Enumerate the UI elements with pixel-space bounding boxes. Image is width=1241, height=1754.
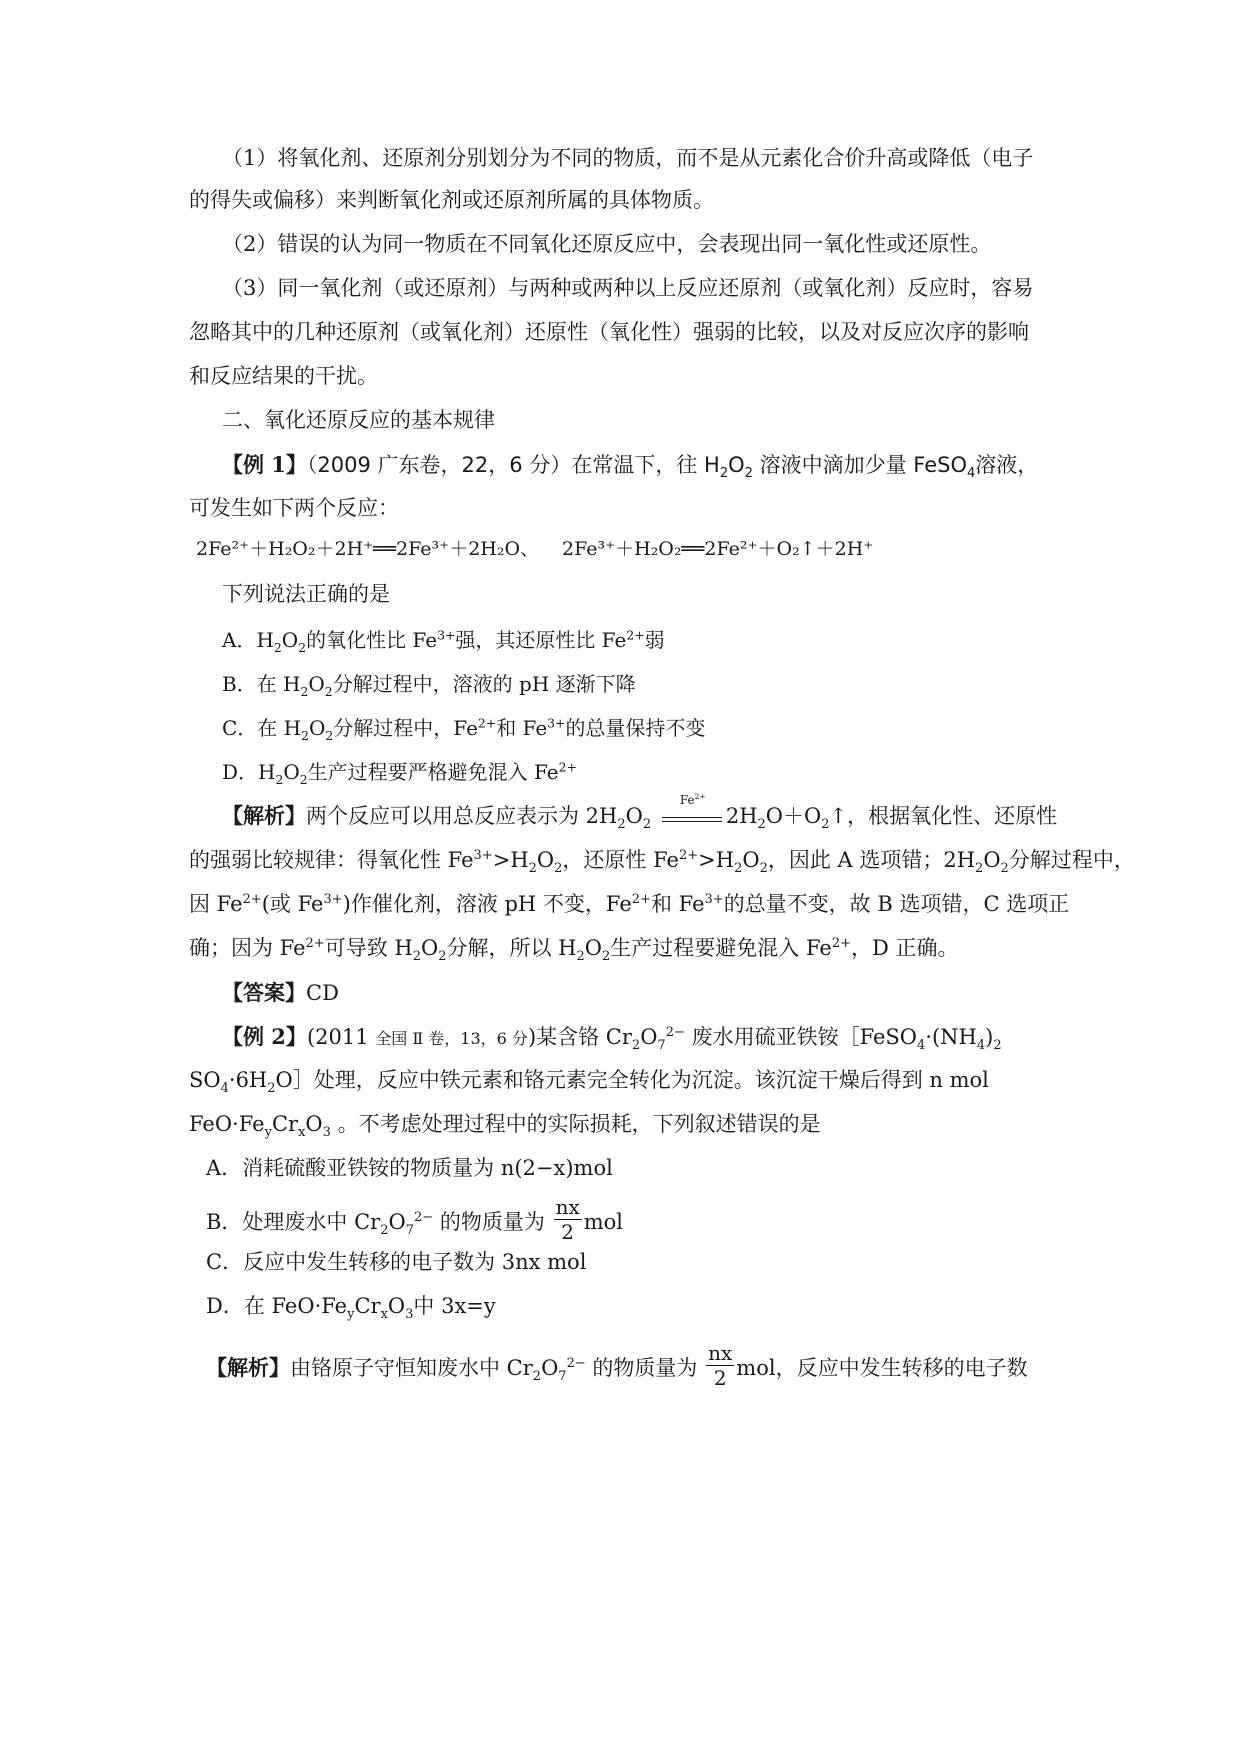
analysis-text: 的强弱比较规律：得氧化性 Fe xyxy=(189,848,474,872)
opt-text: D．在 FeO·Fe xyxy=(206,1294,348,1318)
stem-text: ) xyxy=(985,1025,994,1049)
fraction-denominator: 2 xyxy=(554,1219,582,1243)
stem-text: FeO·Fe xyxy=(189,1112,265,1136)
fraction-numerator: nx xyxy=(708,1341,733,1365)
example-1-source: （2009 广东卷，22，6 分） xyxy=(306,453,572,477)
catalyst-label: Fe xyxy=(679,792,695,807)
answer-1 xyxy=(222,982,339,1004)
opt-text: 和 Fe xyxy=(496,716,548,740)
source-text: (2011 xyxy=(306,1025,376,1049)
option-a: A．$H_2O_2$的氧化性比 $Fe^{3+}$强，其还原性比 $Fe^{2+}$弱 xyxy=(222,627,665,655)
opt-text: A．H xyxy=(222,628,274,652)
analysis-text: 和 Fe xyxy=(650,892,705,916)
opt-text: 分解过程中，溶液的 pH 逐渐下降 xyxy=(332,672,636,696)
opt-text: O xyxy=(387,1294,406,1318)
analysis-1-line-4: 确；因为 $Fe^{2+}$可导致 $H_2O_2$分解，所以 $H_2O_2$生产过程要避免混入 $Fe^{2+}$，D 正确。 xyxy=(189,936,959,965)
note-3-line-3: 和反应结果的干扰。 xyxy=(189,364,378,388)
analysis-tag: 【解析】 xyxy=(222,803,306,828)
analysis-text: ↑，根据氧化性、还原性 xyxy=(829,804,1058,828)
analysis-text: >H xyxy=(492,848,529,872)
opt-text: 生产过程要严格避免混入 Fe xyxy=(307,760,559,784)
opt-text: 分解过程中，Fe xyxy=(333,716,478,740)
opt-text: B．处理废水中 Cr xyxy=(206,1210,381,1234)
analysis-text: ，D 正确。 xyxy=(851,936,959,960)
analysis-text: mol，反应中发生转移的电子数 xyxy=(736,1356,1028,1380)
section-2-title: 二、氧化还原反应的基本规律 xyxy=(222,408,495,432)
example-2-option-d: D．在 $FeO\cdot Fe_yCr_xO_3$中 3x=y xyxy=(206,1294,496,1323)
analysis-1-line-3: 因 $Fe^{2+}$(或 $Fe^{3+}$)作催化剂，溶液 pH 不变，$Fe^{2+}$和 $Fe^{3+}$的总量不变，故 B 选项错，C 选项正 xyxy=(189,892,1070,916)
stem-text: Cr xyxy=(271,1112,299,1136)
example-2-option-b: B．处理废水中 $Cr_2O_7^{2-}$ 的物质量为 $\frac{nx}{2}$ mol xyxy=(206,1195,624,1244)
example-1-tag: 【例 1】 xyxy=(222,452,307,477)
opt-text: D．H xyxy=(222,760,276,784)
option-c: C．在 $H_2O_2$分解过程中，$Fe^{2+}$和 $Fe^{3+}$的总量保持不变 xyxy=(222,715,706,743)
stem-text: )某含铬 Cr xyxy=(527,1025,632,1049)
analysis-text: 2H xyxy=(725,804,758,828)
fraction-numerator: nx xyxy=(555,1195,580,1219)
fraction-denominator: 2 xyxy=(706,1365,734,1389)
option-d: D．$H_2O_2$生产过程要严格避免混入 $Fe^{2+}$ xyxy=(222,759,577,787)
example-1-stem xyxy=(222,452,1039,482)
example-2-stem-line-2: $SO_4\cdot 6H_2O]$处理，反应中铁元素和铬元素完全转化为沉淀。该沉淀干燥后得到 n mol xyxy=(189,1068,989,1097)
answer-tag: 【答案】 xyxy=(222,980,306,1005)
analysis-text: 分解过程中， xyxy=(1008,848,1135,872)
analysis-text: 确；因为 Fe xyxy=(189,936,306,960)
analysis-text: 可导致 H xyxy=(324,936,413,960)
analysis-text: )作催化剂，溶液 pH 不变，Fe xyxy=(342,892,632,916)
stem-text: O xyxy=(305,1112,323,1136)
example-2-option-c: C．反应中发生转移的电子数为 3nx mol xyxy=(206,1250,587,1274)
analysis-text: (或 Fe xyxy=(261,892,324,916)
stem-text: 溶液， xyxy=(975,453,1039,477)
source-text: 全国 Ⅱ 卷，13，6 分 xyxy=(375,1029,528,1048)
analysis-text: ，还原性 Fe xyxy=(562,848,679,872)
note-1-line-1: （1）将氧化剂、还原剂分别划分为不同的物质，而不是从元素化合价升高或降低（电子 xyxy=(222,146,1034,170)
analysis-2-line-1: 【解析】由铬原子守恒知废水中 $Cr_2O_7^{2-}$ 的物质量为 $\frac{nx}{2}$ mol，反应中发生转移的电子数 xyxy=(206,1341,1028,1390)
opt-text: mol xyxy=(583,1210,624,1234)
opt-text: 的氧化性比 Fe xyxy=(306,628,438,652)
formula-h2o2: $H_2O_2$ xyxy=(704,453,753,482)
fraction-nx-over-2 xyxy=(554,1196,582,1243)
analysis-text: 的总量不变，故 B 选项错，C 选项正 xyxy=(723,892,1070,916)
note-2: （2）错误的认为同一物质在不同氧化还原反应中，会表现出同一氧化性或还原性。 xyxy=(222,232,992,256)
example-2-option-a: A．消耗硫酸亚铁铵的物质量为 n(2−x)mol xyxy=(206,1156,613,1180)
example-2-stem-line-1: 【例 2】(2011 全国 Ⅱ 卷，13，6 分)某含铬 $Cr_2O_7^{2-}$ 废水用硫亚铁铵$[FeSO_4\cdot(NH_4)_2$ xyxy=(222,1024,1002,1054)
example-1-stem-line-2: 可发生如下两个反应： xyxy=(189,496,399,520)
analysis-text: >H xyxy=(698,848,735,872)
stem-text: O］处理，反应中铁元素和铬元素完全转化为沉淀。该沉淀干燥后得到 n mol xyxy=(275,1068,989,1092)
stem-text: 溶液中滴加少量 xyxy=(759,453,914,477)
example-1-question: 下列说法正确的是 xyxy=(222,582,390,606)
analysis-text: 分解，所以 H xyxy=(446,936,577,960)
analysis-text: 的物质量为 xyxy=(585,1356,698,1380)
analysis-text: 由铬原子守恒知废水中 Cr xyxy=(290,1356,533,1380)
note-1-line-2: 的得失或偏移）来判断氧化剂或还原剂所属的具体物质。 xyxy=(189,188,714,212)
analysis-tag: 【解析】 xyxy=(206,1355,290,1380)
stem-text: 废水用硫亚铁铵［FeSO xyxy=(684,1025,918,1049)
opt-text: Cr xyxy=(354,1294,381,1318)
opt-text: B．在 H xyxy=(222,672,301,696)
opt-text: 的总量保持不变 xyxy=(565,716,706,740)
stem-text: 在常温下，往 xyxy=(571,453,705,477)
opt-text: 强，其还原性比 Fe xyxy=(455,628,627,652)
analysis-text: 生产过程要避免混入 Fe xyxy=(610,936,832,960)
answer-value: CD xyxy=(306,981,339,1005)
fraction-nx-over-2 xyxy=(706,1342,734,1389)
reaction-equation-2: 2Fe³⁺＋H₂O₂══2Fe²⁺＋O₂↑＋2H⁺ xyxy=(562,538,874,560)
analysis-1-line-2: 的强弱比较规律：得氧化性 $Fe^{3+}>H_2O_2$，还原性 $Fe^{2+}>H_2O_2$，因此 A 选项错；$2H_2O_2$分解过程中， xyxy=(189,848,1135,877)
analysis-text: 两个反应可以用总反应表示为 2H xyxy=(306,804,618,828)
opt-text: 弱 xyxy=(644,628,665,652)
stem-text: ·(NH xyxy=(925,1025,977,1049)
reaction-equation-1: 2Fe²⁺＋H₂O₂＋2H⁺══2Fe³⁺＋2H₂O、 xyxy=(196,538,540,560)
analysis-text: ，因此 A 选项错；2H xyxy=(767,848,976,872)
opt-text: 的物质量为 xyxy=(433,1210,545,1234)
example-2-stem-line-3: $FeO\cdot Fe_yCr_xO_3$ 。不考虑处理过程中的实际损耗，下列叙述错误的是 xyxy=(189,1112,821,1141)
formula-feso4: FeSO$_4$ xyxy=(913,453,976,482)
stem-text: 。不考虑处理过程中的实际损耗，下列叙述错误的是 xyxy=(337,1112,821,1136)
opt-text: 中 3x=y xyxy=(413,1294,496,1318)
analysis-1-line-1: 【解析】两个反应可以用总反应表示为 $2H_2O_2$ $Fe^{2+}$ $2H_2O+O_2↑$，根据氧化性、还原性 xyxy=(222,791,1058,833)
stem-text: ·6H xyxy=(228,1068,268,1092)
analysis-text: O＋O xyxy=(765,804,822,828)
note-3-line-2: 忽略其中的几种还原剂（或氧化剂）还原性（氧化性）强弱的比较，以及对反应次序的影响 xyxy=(189,320,1029,344)
analysis-text: 因 Fe xyxy=(189,892,243,916)
example-2-tag: 【例 2】 xyxy=(222,1024,307,1049)
stem-text: SO xyxy=(189,1068,221,1092)
opt-text: C．在 H xyxy=(222,716,302,740)
note-3-line-1: （3）同一氧化剂（或还原剂）与两种或两种以上反应还原剂（或氧化剂）反应时，容易 xyxy=(222,276,1034,300)
option-b: B．在 $H_2O_2$分解过程中，溶液的 pH 逐渐下降 xyxy=(222,672,636,699)
catalyst-condition: $Fe^{2+}$ xyxy=(660,808,724,828)
